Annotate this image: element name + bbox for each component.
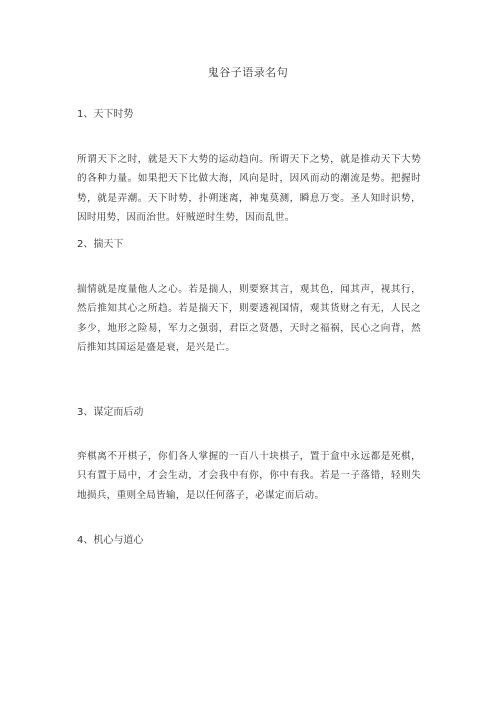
section-heading: 4、机心与道心 bbox=[77, 535, 144, 546]
section-heading: 1、天下时势 bbox=[77, 109, 134, 120]
section-paragraph: 揣情就是度量他人之心。若是揣人，则要察其言，观其色，闻其声，视其行，然后推知其心之所趋。若是揣天下，则要透视国情，观其货财之有无，人民之多少，地形之险易，军力之强弱，君臣之贤愚，天时之福祸，民心之向背，然后推知其国运是盛是衰，是兴是亡。 bbox=[77, 284, 421, 353]
document-title: 鬼谷子语录名句 bbox=[207, 66, 289, 79]
section-paragraph: 弈棋离不开棋子，你们各人掌握的一百八十块棋子，置于盒中永远都是死棋，只有置于局中，才会生动，才会我中有你，你中有我。若是一子落错，轻则失地损兵，重则全局皆输，是以任何落子，必谋定而后动。 bbox=[77, 451, 421, 501]
section-heading: 2、揣天下 bbox=[77, 239, 124, 250]
section-paragraph: 所谓天下之时，就是天下大势的运动趋向。所谓天下之势，就是推动天下大势的各种力量。如果把天下比做大海，风向是时，因风而动的潮流是势。把握时势，就是弄潮。天下时势，扑朔迷离，神鬼莫测，瞬息万变。圣人知时识势，因时用势，因而治世。奸贼逆时生势，因而乱世。 bbox=[77, 154, 421, 223]
section-heading: 3、谋定而后动 bbox=[77, 407, 144, 418]
